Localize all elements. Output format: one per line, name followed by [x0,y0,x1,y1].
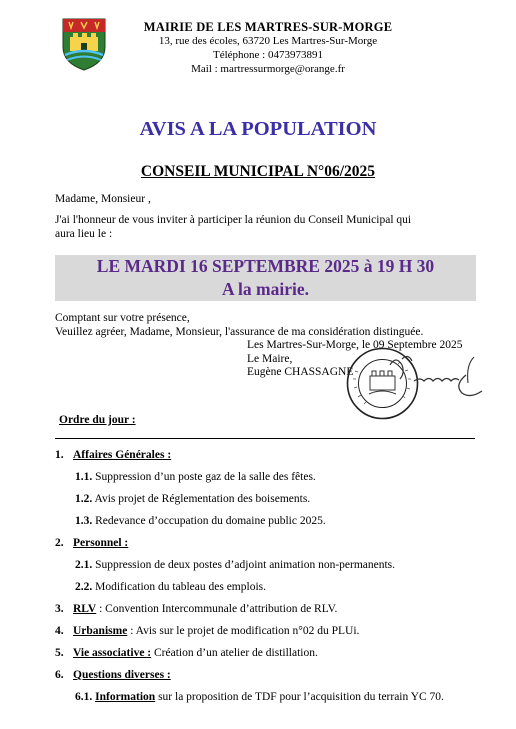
divider [55,438,475,439]
agenda-number: 1.2. [75,493,93,505]
letterhead [118,20,418,76]
agenda-number: 6.1. [75,691,93,703]
agenda-item-1-3 [75,514,326,528]
agenda-number: 3. [55,603,64,615]
town-hall-address: 13, rue des écoles, 63720 Les Martres-Sur-Morge [158,35,378,47]
agenda-text: Création d’un atelier de distillation. [151,647,318,659]
notice-title: AVIS A LA POPULATION [139,118,377,140]
agenda-number: 2.1. [75,559,93,571]
agenda-item-1-2 [75,492,310,506]
agenda-number: 2. [55,537,64,549]
closing-line-2: Veuillez agréer, Madame, Monsieur, l'assurance de ma considération distinguée. [55,326,424,338]
town-hall-phone: Téléphone : 0473973891 [213,49,323,61]
agenda-title: Information [95,691,156,703]
agenda-text: Suppression d’un poste gaz de la salle des fêtes. [92,471,316,483]
meeting-highlight-box [55,255,476,301]
agenda-number: 4. [55,625,64,637]
agenda-item-6-1 [75,690,444,704]
agenda-text: : Convention Intercommunale d’attribution de RLV. [96,603,338,615]
agenda-text: Suppression de deux postes d’adjoint animation non-permanents. [92,559,396,571]
intro-line-1: J'ai l'honneur de vous inviter à participer la réunion du Conseil Municipal qui [55,214,412,226]
agenda-item-3 [55,602,337,616]
town-hall-mail: Mail : martressurmorge@orange.fr [191,63,345,75]
agenda-item-6 [55,668,171,682]
meeting-date: LE MARDI 16 SEPTEMBRE 2025 à 19 H 30 [96,256,435,276]
coat-of-arms-logo [61,17,107,71]
agenda-number: 5. [55,647,64,659]
agenda-item-1-1 [75,470,316,484]
agenda-title: Personnel : [73,537,129,549]
closing-line-1: Comptant sur votre présence, [55,312,190,324]
agenda-title: Urbanisme [73,625,128,637]
agenda-title: RLV [73,603,97,615]
notice-subtitle: CONSEIL MUNICIPAL N°06/2025 [140,163,376,180]
meeting-place: A la mairie. [222,279,309,299]
agenda-title: Vie associative : [73,647,152,659]
agenda-text: : Avis sur le projet de modification n°02 du PLUi. [127,625,360,637]
signature-role: Le Maire, [247,352,293,365]
agenda-number: 1.1. [75,471,93,483]
agenda-text: Avis projet de Réglementation des boisements. [92,493,311,505]
signature-place-date: Les Martres-Sur-Morge, le 09 Septembre 2025 [247,339,463,351]
town-hall-name: MAIRIE DE LES MARTRES-SUR-MORGE [143,20,393,34]
agenda-item-1 [55,448,171,462]
intro-line-2: aura lieu le : [55,228,113,240]
agenda-number: 1.3. [75,515,93,527]
agenda-text: sur la proposition de TDF pour l’acquisition du terrain YC 70. [155,691,444,703]
agenda-number: 2.2. [75,581,93,593]
agenda-number: 1. [55,449,64,461]
agenda-item-2 [55,536,128,550]
agenda-heading: Ordre du jour : [59,414,136,426]
salutation: Madame, Monsieur , [55,193,151,205]
agenda-item-2-1 [75,558,395,572]
agenda-title: Affaires Générales : [73,449,172,461]
agenda-item-2-2 [75,580,266,594]
agenda-title: Questions diverses : [73,669,171,681]
agenda-number: 6. [55,669,64,681]
agenda-item-5 [55,646,318,660]
agenda-text: Redevance d’occupation du domaine public 2025. [92,515,326,527]
signature-name: Eugène CHASSAGNE [247,366,354,378]
agenda-text: Modification du tableau des emplois. [92,581,266,593]
handwritten-signature-image [384,349,496,405]
agenda-item-4 [55,624,359,638]
